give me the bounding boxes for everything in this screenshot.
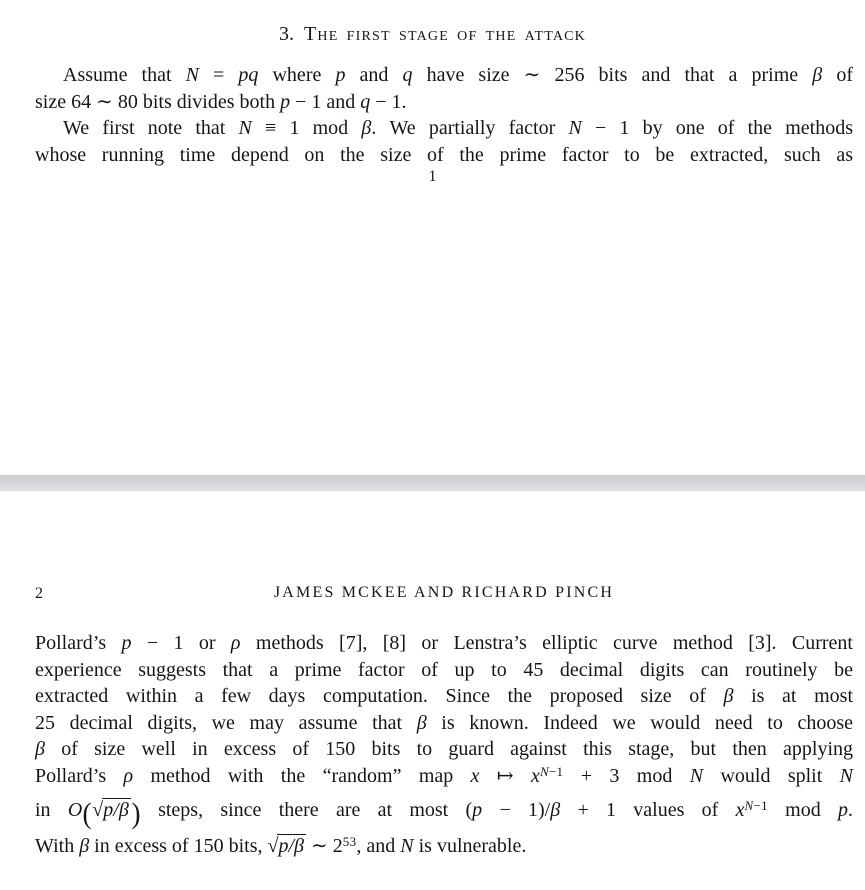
text-segment: + 1 values of [560, 798, 736, 821]
text-line [35, 657, 853, 684]
text-line [35, 736, 853, 763]
text-segment: . [848, 798, 853, 821]
section-heading [35, 21, 830, 47]
text-segment: N [539, 763, 549, 779]
text-segment: p [838, 798, 848, 821]
text-segment: is known. Indeed we would need to choose [426, 711, 854, 734]
page2-header [35, 584, 853, 606]
text-segment: ∼ 2 [306, 835, 343, 858]
text-segment: β [550, 798, 561, 821]
text-segment: q [360, 90, 371, 113]
sqrt-expression [92, 799, 131, 821]
text-segment: With [35, 835, 80, 858]
text-segment: 53 [342, 834, 357, 850]
section-number: 3. [278, 23, 294, 45]
text-segment: p [280, 90, 291, 113]
text-segment: O [67, 798, 83, 821]
text-segment: N [839, 764, 853, 787]
page1-number: 1 [428, 168, 437, 185]
text-line [35, 142, 853, 169]
page2-number: 2 [35, 585, 43, 602]
page1-body-text [35, 62, 853, 168]
text-segment: ↦ [479, 764, 532, 787]
radicand: p/β [103, 798, 129, 821]
text-segment: N [238, 117, 252, 140]
text-segment: 25 decimal digits, we may assume that [35, 711, 417, 734]
text-segment: − 1 and [290, 90, 361, 113]
text-segment: of size well in excess of 150 bits to guard against this stage, but then applying [44, 738, 853, 761]
text-line [35, 763, 853, 790]
text-segment: ρ [123, 764, 134, 787]
text-segment: β [812, 64, 823, 86]
text-segment: β [416, 711, 427, 734]
text-segment: −1 [753, 797, 768, 813]
text-segment: N [689, 764, 704, 787]
text-segment: steps, since there are at most ( [140, 798, 473, 821]
text-segment: and [345, 64, 403, 86]
text-segment: experience suggests that a prime factor of up to 45 decimal digits can routinely be [35, 658, 853, 681]
text-segment: We first note that [63, 117, 239, 140]
page2-body-text [35, 630, 853, 860]
text-segment: whose running time depend on the size of the prime factor to be extracted, such as [35, 143, 853, 166]
text-segment: β [35, 738, 45, 761]
radical-sign-icon: √ [92, 798, 104, 821]
radical-sign-icon: √ [267, 835, 279, 858]
text-segment: is at most [733, 685, 853, 708]
text-line [35, 62, 853, 89]
text-segment: −1 [548, 763, 564, 779]
running-head: JAMES MCKEE AND RICHARD PINCH [273, 584, 615, 601]
text-line [35, 710, 853, 737]
sqrt-expression [267, 835, 306, 857]
text-segment: p [472, 798, 483, 821]
text-segment: where [258, 64, 336, 86]
text-segment: Pollard’s [35, 764, 124, 787]
text-segment: in excess of 150 bits, [89, 835, 268, 858]
text-segment: , and [356, 835, 401, 858]
text-segment: Assume that [63, 64, 186, 86]
text-segment: + 3 mod [563, 764, 690, 787]
text-line [35, 683, 853, 710]
text-line [35, 115, 853, 142]
text-segment: N [568, 117, 582, 140]
text-segment: N [400, 835, 414, 858]
text-segment: methods [7], [8] or Lenstra’s elliptic curve method [3]. Current [240, 632, 853, 654]
text-segment: in [35, 798, 68, 821]
text-segment: size 64 ∼ 80 bits divides both [35, 90, 281, 113]
text-segment: = [198, 64, 239, 86]
text-segment: ≡ 1 mod [251, 117, 362, 140]
text-line [35, 89, 853, 116]
text-line [35, 630, 853, 657]
text-segment: p [121, 632, 132, 654]
text-segment: − 1)/ [482, 798, 551, 821]
section-title: The first stage of the attack [303, 23, 586, 45]
text-segment: method with the “random” map [133, 764, 471, 787]
text-segment: ρ [230, 632, 241, 654]
text-segment: N [744, 797, 754, 813]
text-segment: x [735, 798, 745, 821]
text-segment: x [470, 764, 480, 787]
radicand: p/β [278, 835, 304, 858]
text-segment: mod [767, 798, 838, 821]
text-segment: β [79, 835, 90, 858]
text-segment: − 1 by one of the methods [581, 117, 853, 140]
text-segment: − 1. [370, 90, 407, 113]
text-segment: p [335, 64, 346, 86]
text-segment: x [531, 764, 540, 787]
text-segment: pq [238, 64, 259, 86]
text-segment: of [822, 64, 853, 86]
text-segment: β [361, 117, 372, 140]
text-segment: − 1 or [131, 632, 231, 654]
text-segment: have size ∼ 256 bits and that a prime [412, 64, 813, 86]
text-segment: N [185, 64, 199, 86]
text-segment: Pollard’s [35, 632, 122, 654]
text-segment: extracted within a few days computation. Since the proposed size of [35, 685, 724, 708]
text-segment: β [723, 685, 734, 708]
text-segment: is vulnerable. [413, 835, 527, 858]
text-segment: would split [703, 764, 840, 787]
text-line [35, 833, 853, 860]
text-segment: q [402, 64, 413, 86]
page-separator [0, 475, 865, 491]
text-line: in O(√p/β) steps, since there are at most (p − 1)/β + 1 values of $x^{N-1}$ mod p. [35, 796, 853, 830]
text-segment: . We partially factor [371, 117, 569, 140]
